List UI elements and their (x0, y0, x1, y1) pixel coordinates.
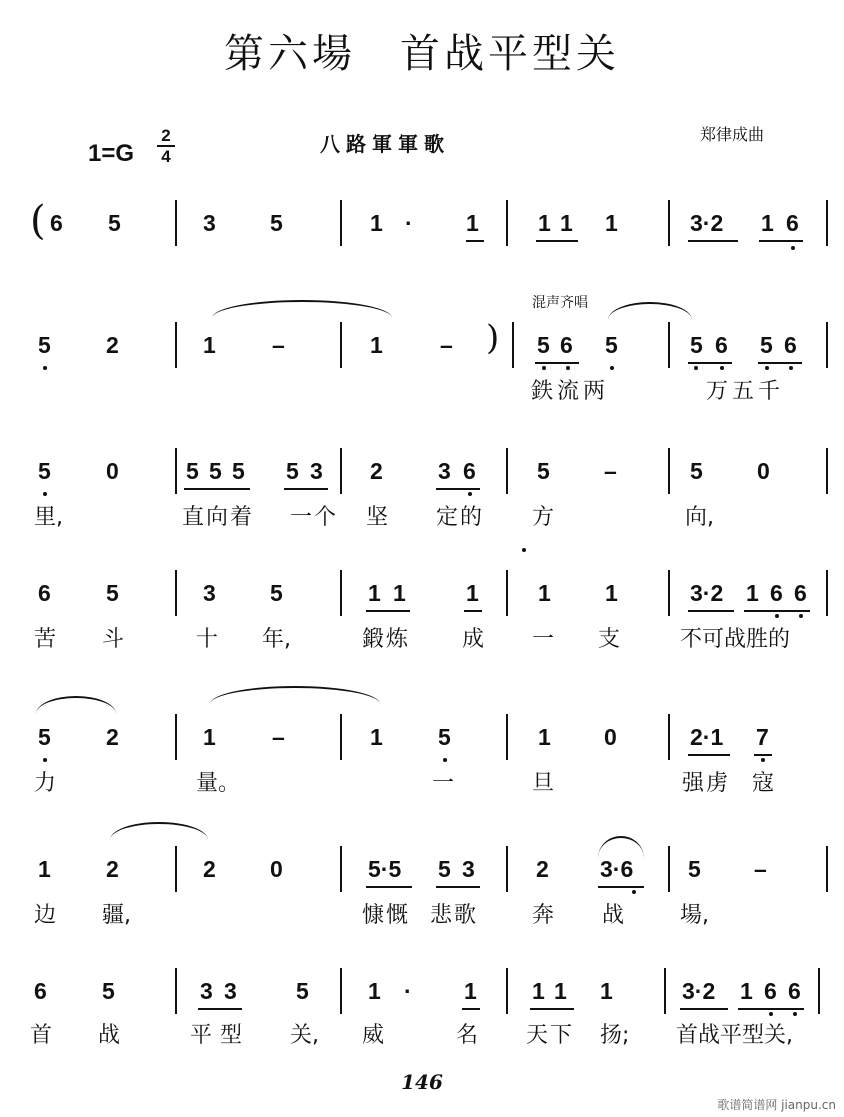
lyric: 直向着 (182, 505, 255, 530)
stray-dot (522, 548, 526, 552)
note: 1 (203, 724, 216, 750)
note: 1 (370, 210, 383, 236)
underline (436, 886, 480, 888)
lyric: 不可战胜的 (680, 627, 791, 652)
note: 5 (690, 458, 703, 484)
barline (340, 968, 342, 1014)
note: 5 (296, 978, 309, 1004)
note: 2 (203, 856, 216, 882)
lyrics-row (0, 898, 844, 934)
underline (530, 1008, 574, 1010)
lyric: 平型 (190, 1023, 251, 1048)
underline (366, 610, 410, 612)
underline (466, 240, 484, 242)
barline (175, 846, 177, 892)
lyric: 天下 (526, 1023, 575, 1048)
lyric: 关, (290, 1023, 319, 1048)
lyric: 战 (602, 903, 625, 928)
lyrics-row (0, 766, 844, 802)
note: 1 (538, 210, 551, 236)
lyric: 鍛炼 (362, 627, 411, 652)
note: ) (486, 318, 500, 358)
lyric: 鉄流两 (531, 379, 610, 404)
note: 0 (106, 458, 119, 484)
barline (668, 846, 670, 892)
lyric: 向, (685, 505, 714, 530)
underline (738, 1008, 804, 1010)
staff-system-2 (0, 318, 844, 432)
note: ( (30, 198, 46, 244)
barline (826, 200, 828, 246)
note: 3·6 (600, 856, 634, 882)
low-octave-dot (775, 614, 779, 618)
barline (340, 846, 342, 892)
underline (759, 240, 803, 242)
underline (680, 1008, 728, 1010)
barline (340, 714, 342, 760)
lyric: 場, (680, 903, 709, 928)
lyric: 斗 (102, 627, 125, 652)
note: 3 (203, 580, 216, 606)
lyric: 战 (98, 1023, 121, 1048)
underline (744, 610, 810, 612)
low-octave-dot (769, 1012, 773, 1016)
lyric: 年, (262, 627, 291, 652)
low-octave-dot (761, 758, 765, 762)
note: 2 (370, 458, 383, 484)
note: 3 (200, 978, 213, 1004)
lyric: 边 (34, 903, 57, 928)
lyric: 一 (432, 771, 455, 796)
note: 1 (740, 978, 753, 1004)
underline (536, 240, 578, 242)
low-octave-dot (789, 366, 793, 370)
low-octave-dot (443, 758, 447, 762)
lyrics-row (0, 500, 844, 536)
note: 6 (784, 332, 797, 358)
lyric: 一个 (290, 505, 339, 530)
lyric: 威 (362, 1023, 385, 1048)
barline (175, 200, 177, 246)
barline (175, 714, 177, 760)
low-octave-dot (542, 366, 546, 370)
underline (688, 754, 730, 756)
note: 3·2 (690, 580, 724, 606)
barline (175, 322, 177, 368)
note: 3 (310, 458, 323, 484)
note: 1 (605, 580, 618, 606)
note: 5 (38, 332, 51, 358)
underline (284, 488, 328, 490)
notes-row (0, 714, 844, 758)
barline (826, 448, 828, 494)
note: 1 (203, 332, 216, 358)
barline (668, 714, 670, 760)
lyric: 十 (196, 627, 219, 652)
note: 3 (438, 458, 451, 484)
low-octave-dot (765, 366, 769, 370)
lyric: 支 (598, 627, 621, 652)
underline (464, 610, 482, 612)
note: 7 (756, 724, 769, 750)
underline (688, 362, 732, 364)
song-title: 八路軍軍歌 (320, 132, 450, 156)
note: – (440, 332, 453, 358)
note: – (272, 724, 285, 750)
note: 1 (600, 978, 613, 1004)
note: 1 (393, 580, 406, 606)
staff-system-6 (0, 846, 844, 956)
note: 6 (786, 210, 799, 236)
notes-row (0, 200, 844, 244)
time-sig-numerator: 2 (161, 126, 171, 145)
notes-row (0, 968, 844, 1012)
note: 2·1 (690, 724, 724, 750)
notes-row (0, 318, 844, 366)
note: 5 (270, 210, 283, 236)
key-signature: 1=G (88, 140, 135, 167)
page-number: 146 (401, 1070, 443, 1094)
composer: 郑律成曲 (700, 125, 765, 144)
note: 5 (537, 458, 550, 484)
staff-system-4 (0, 570, 844, 680)
lyric: 万五千 (706, 379, 785, 404)
note: 1 (368, 978, 381, 1004)
note: · (404, 978, 412, 1004)
barline (826, 846, 828, 892)
barline (506, 570, 508, 616)
barline (826, 322, 828, 368)
note: 2 (106, 332, 119, 358)
note: 6 (560, 332, 573, 358)
low-octave-dot (694, 366, 698, 370)
low-octave-dot (566, 366, 570, 370)
lyric: 首战平型关, (676, 1023, 793, 1048)
barline (506, 448, 508, 494)
barline (512, 322, 514, 368)
note: 5 (760, 332, 773, 358)
staff-system-7 (0, 968, 844, 1078)
underline (688, 240, 738, 242)
note: 5 (232, 458, 245, 484)
barline (668, 570, 670, 616)
barline (340, 448, 342, 494)
note: 5 (102, 978, 115, 1004)
note: 2 (536, 856, 549, 882)
underline (758, 362, 802, 364)
note: 6 (715, 332, 728, 358)
note: 3 (224, 978, 237, 1004)
lyric: 奔 (532, 903, 555, 928)
note: 1 (532, 978, 545, 1004)
barline (668, 200, 670, 246)
lyric: 慷慨 (362, 903, 411, 928)
lyric: 首 (30, 1023, 53, 1048)
notes-row (0, 570, 844, 614)
lyric: 强虏 (682, 771, 731, 796)
note: 0 (604, 724, 617, 750)
low-octave-dot (632, 890, 636, 894)
staff-system-3 (0, 448, 844, 558)
lyrics-row (0, 374, 844, 410)
note: 1 (466, 210, 479, 236)
underline (535, 362, 579, 364)
underline (754, 754, 772, 756)
note: 6 (34, 978, 47, 1004)
lyric: 苦 (34, 627, 57, 652)
slur (210, 686, 380, 704)
low-octave-dot (610, 366, 614, 370)
note: 5 (688, 856, 701, 882)
performance-mark: 混声齐唱 (532, 295, 588, 311)
note: 6 (38, 580, 51, 606)
note: 6 (50, 210, 63, 236)
note: 5 (106, 580, 119, 606)
note: 1 (370, 724, 383, 750)
note: 1 (746, 580, 759, 606)
barline (340, 200, 342, 246)
note: 5 (209, 458, 222, 484)
note: – (754, 856, 767, 882)
note: 5 (270, 580, 283, 606)
note: 1 (368, 580, 381, 606)
notes-row (0, 846, 844, 890)
lyric: 成 (462, 627, 485, 652)
low-octave-dot (799, 614, 803, 618)
note: 3 (203, 210, 216, 236)
note: 5 (438, 724, 451, 750)
barline (506, 846, 508, 892)
notes-row (0, 448, 844, 492)
lyric: 方 (532, 505, 555, 530)
lyric: 定的 (436, 505, 485, 530)
note: 2 (106, 856, 119, 882)
low-octave-dot (43, 492, 47, 496)
lyric: 一 (532, 627, 555, 652)
lyrics-row (0, 622, 844, 658)
lyric: 疆, (102, 903, 131, 928)
underline (198, 1008, 242, 1010)
underline (462, 1008, 480, 1010)
note: 1 (370, 332, 383, 358)
low-octave-dot (793, 1012, 797, 1016)
barline (826, 570, 828, 616)
lyric: 量。 (196, 771, 241, 796)
lyric: 坚 (366, 505, 389, 530)
note: – (604, 458, 617, 484)
low-octave-dot (720, 366, 724, 370)
staff-system-5 (0, 714, 844, 824)
lyric: 里, (34, 505, 63, 530)
low-octave-dot (43, 758, 47, 762)
note: 2 (106, 724, 119, 750)
note: · (405, 210, 413, 236)
note: 1 (761, 210, 774, 236)
underline (598, 886, 644, 888)
lyric: 寇 (752, 771, 775, 796)
barline (668, 322, 670, 368)
underline (184, 488, 250, 490)
barline (175, 570, 177, 616)
underline (366, 886, 412, 888)
barline (175, 448, 177, 494)
note: 3·2 (682, 978, 716, 1004)
note: 0 (270, 856, 283, 882)
lyrics-row (0, 1018, 844, 1054)
page-title: 第六場 首战平型关 (224, 31, 620, 77)
note: 6 (463, 458, 476, 484)
barline (506, 968, 508, 1014)
note: 1 (538, 580, 551, 606)
staff-system-1 (0, 200, 844, 310)
note: 6 (794, 580, 807, 606)
barline (340, 570, 342, 616)
barline (506, 714, 508, 760)
note: 5 (690, 332, 703, 358)
underline (436, 488, 480, 490)
note: 5 (286, 458, 299, 484)
lyric: 力 (34, 771, 57, 796)
note: 5 (438, 856, 451, 882)
note: 5·5 (368, 856, 402, 882)
note: 1 (560, 210, 573, 236)
barline (818, 968, 820, 1014)
underline (688, 610, 734, 612)
note: 6 (788, 978, 801, 1004)
note: 5 (537, 332, 550, 358)
barline (340, 322, 342, 368)
lyric: 扬; (600, 1023, 630, 1048)
barline (664, 968, 666, 1014)
slur (110, 822, 208, 840)
note: 5 (38, 458, 51, 484)
note: 6 (770, 580, 783, 606)
barline (668, 448, 670, 494)
note: – (272, 332, 285, 358)
note: 5 (108, 210, 121, 236)
note: 3 (462, 856, 475, 882)
note: 1 (554, 978, 567, 1004)
lyric: 旦 (532, 771, 555, 796)
barline (175, 968, 177, 1014)
low-octave-dot (468, 492, 472, 496)
low-octave-dot (43, 366, 47, 370)
note: 5 (605, 332, 618, 358)
low-octave-dot (791, 246, 795, 250)
note: 1 (38, 856, 51, 882)
note: 1 (464, 978, 477, 1004)
note: 5 (38, 724, 51, 750)
note: 0 (757, 458, 770, 484)
note: 6 (764, 978, 777, 1004)
note: 1 (538, 724, 551, 750)
watermark: 歌谱简谱网 jianpu.cn (717, 1098, 836, 1112)
note: 3·2 (690, 210, 724, 236)
note: 1 (466, 580, 479, 606)
lyric: 名 (456, 1023, 479, 1048)
slur (36, 696, 116, 714)
time-signature (156, 126, 176, 166)
note: 1 (605, 210, 618, 236)
lyric: 悲歌 (430, 903, 479, 928)
note: 5 (186, 458, 199, 484)
time-sig-denominator: 4 (161, 147, 171, 166)
barline (506, 200, 508, 246)
